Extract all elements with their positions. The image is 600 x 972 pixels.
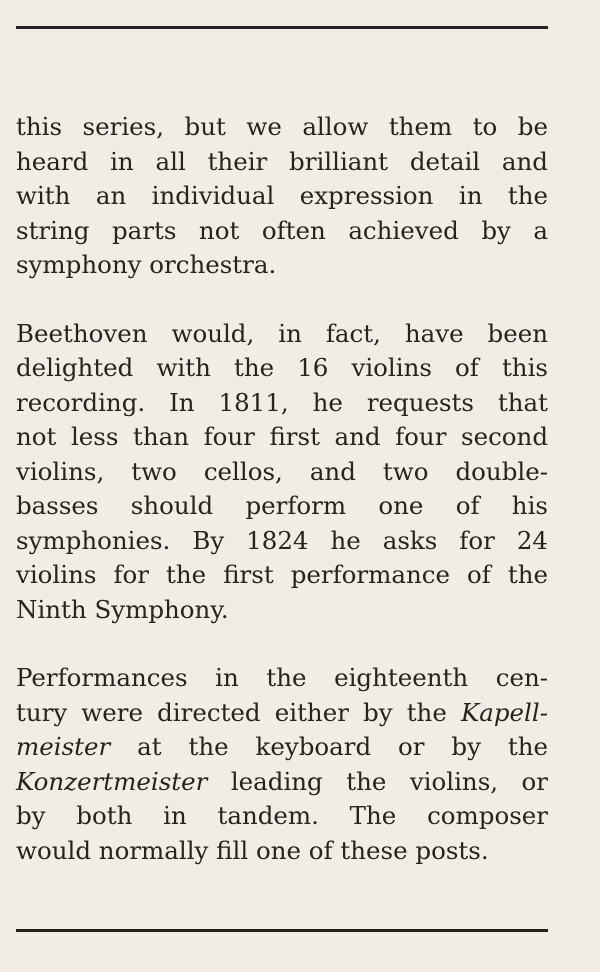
- text-line: by both in tandem. The composer: [16, 801, 548, 830]
- text-line: violins, two cellos, and two double-: [16, 456, 548, 486]
- text-line: delighted with the 16 violins of this: [16, 353, 548, 382]
- text-line: Beethoven would, in fact, have been: [16, 318, 548, 348]
- text-line: string parts not often achieved by a: [16, 215, 548, 245]
- paragraph-2: [16, 317, 548, 628]
- text-line: recording. In 1811, he requests that: [16, 387, 548, 417]
- text-line: Performances in the eighteenth cen-: [16, 663, 548, 692]
- text-line: would normally fill one of these posts.: [16, 835, 489, 865]
- italic-term: Konzertmeister: [16, 766, 208, 796]
- text-run: leading the violins, or: [207, 766, 548, 796]
- italic-term: meister: [16, 732, 111, 761]
- text-line: this series, but we allow them to be: [16, 112, 548, 141]
- text-line: [16, 765, 548, 800]
- italic-term: Kapell-: [460, 697, 548, 727]
- text-line: Ninth Symphony.: [16, 594, 229, 624]
- top-rule: [16, 26, 548, 29]
- paragraph-3: [16, 661, 548, 868]
- text-line: not less than four first and four second: [16, 422, 548, 451]
- text-run: tury were directed either by the: [16, 697, 461, 727]
- text-line: with an individual expression in the: [16, 181, 548, 210]
- text-run: at the keyboard or by the: [110, 732, 548, 761]
- page-body: [16, 110, 548, 902]
- paragraph-1: [16, 110, 548, 283]
- text-line: symphonies. By 1824 he asks for 24: [16, 525, 548, 555]
- text-line: [16, 730, 548, 765]
- text-line: [16, 696, 548, 731]
- text-line: violins for the first performance of the: [16, 560, 548, 589]
- text-line: symphony orchestra.: [16, 250, 277, 279]
- text-line: basses should perform one of his: [16, 491, 548, 520]
- bottom-rule: [16, 929, 548, 932]
- text-line: heard in all their brilliant detail and: [16, 146, 548, 176]
